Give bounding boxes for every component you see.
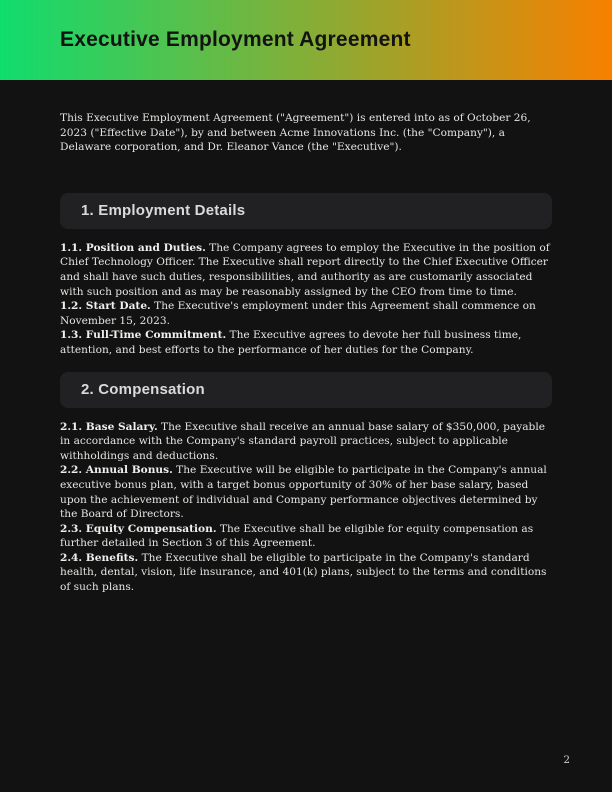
intro-paragraph: This Executive Employment Agreement ("Agreement") is entered into as of October 26, 2023 ("Effective Date"), by and between Acme Innovations Inc. (the "Company"), a Delaware corporation, and Dr. Eleanor Vance (the "Executive"). bbox=[60, 112, 531, 154]
clause-2-1 bbox=[60, 420, 552, 464]
clause-1-1-label: 1.1. Position and Duties. bbox=[60, 241, 206, 254]
clause-1-2-label: 1.2. Start Date. bbox=[60, 300, 151, 313]
clause-2-2-label: 2.2. Annual Bonus. bbox=[60, 464, 173, 477]
clause-1-3-label: 1.3. Full-Time Commitment. bbox=[60, 329, 227, 342]
clause-2-3 bbox=[60, 522, 552, 551]
section-compensation bbox=[60, 372, 552, 595]
page-number: 2 bbox=[563, 754, 570, 766]
section-1-body bbox=[60, 241, 552, 358]
clause-2-2 bbox=[60, 463, 552, 521]
section-2-body bbox=[60, 420, 552, 595]
section-2-title: 2. Compensation bbox=[81, 381, 205, 399]
document-body bbox=[0, 111, 612, 595]
clause-1-1 bbox=[60, 241, 552, 299]
clause-2-4-label: 2.4. Benefits. bbox=[60, 551, 139, 564]
clause-2-3-label: 2.3. Equity Compensation. bbox=[60, 522, 217, 535]
section-1-header bbox=[60, 193, 552, 229]
section-2-header bbox=[60, 372, 552, 408]
clause-1-3 bbox=[60, 328, 552, 357]
clause-2-3-text: The Executive shall be eligible for equity compensation as further detailed in Section 3 of this Agreement. bbox=[60, 522, 534, 550]
clause-2-1-label: 2.1. Base Salary. bbox=[60, 420, 158, 433]
document-title: Executive Employment Agreement bbox=[60, 28, 411, 51]
clause-2-4 bbox=[60, 551, 552, 595]
clause-1-2-text: The Executive's employment under this Agreement shall commence on November 15, 2023. bbox=[60, 300, 536, 327]
clause-2-4-text: The Executive shall be eligible to participate in the Company's standard health, dental, vision, life insurance, and 401(k) plans, subject to the terms and conditions of such plans. bbox=[60, 551, 547, 594]
clause-1-2 bbox=[60, 299, 552, 328]
section-employment-details bbox=[60, 193, 552, 358]
clause-2-1-text: The Executive shall receive an annual base salary of $350,000, payable in accordance with the Company's standard payroll practices, subject to applicable withholdings and deductions. bbox=[60, 420, 545, 462]
clause-1-1-text: The Company agrees to employ the Executive in the position of Chief Technology Officer. The Executive shall report directly to the Chief Executive Officer and shall have such duties, responsibilities, and authority as are customarily associated with such position and as may be reasonably assigned by the CEO from time to time. bbox=[60, 241, 550, 298]
clause-1-3-text: The Executive agrees to devote her full business time, attention, and best efforts to the performance of her duties for the Company. bbox=[60, 329, 522, 356]
section-1-title: 1. Employment Details bbox=[81, 202, 246, 220]
document-header-banner bbox=[0, 0, 612, 80]
clause-2-2-text: The Executive will be eligible to participate in the Company's annual executive bonus plan, with a target bonus opportunity of 30% of her base salary, based upon the achievement of individual and Company performance objectives determined by the Board of Directors. bbox=[60, 464, 547, 521]
